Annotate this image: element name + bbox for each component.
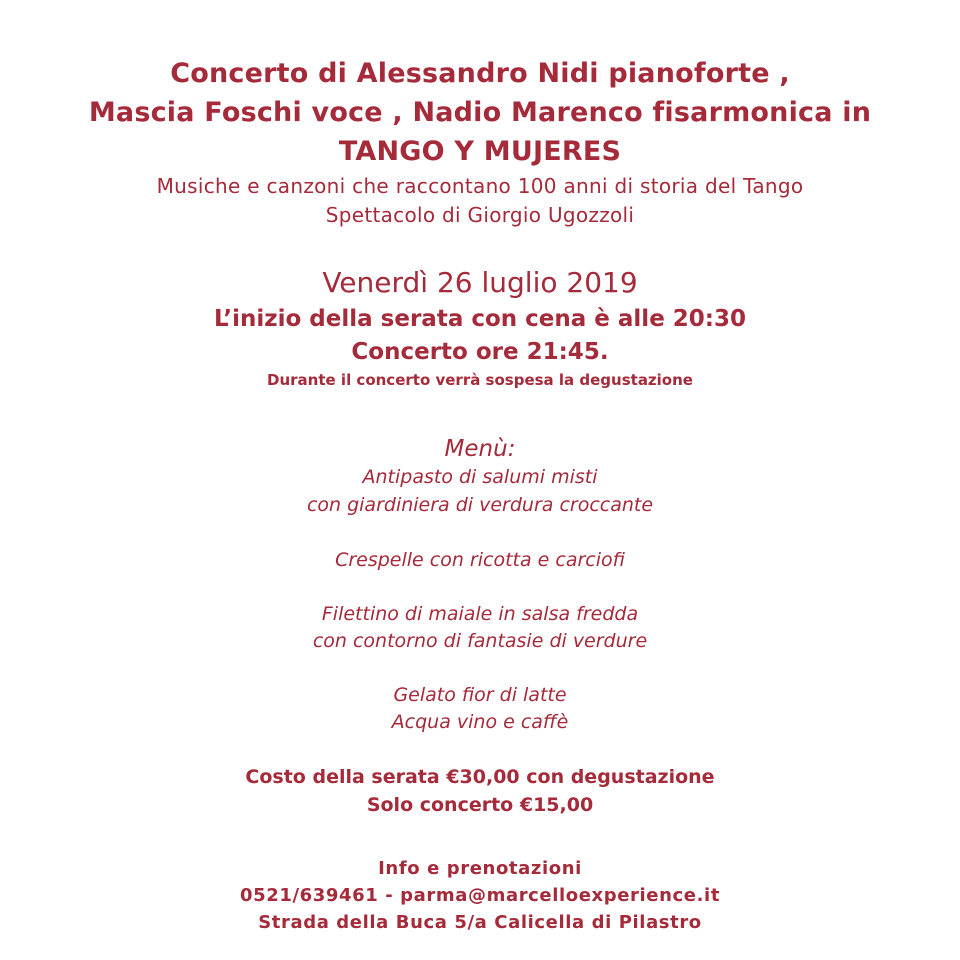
price-full: Costo della serata €30,00 con degustazione	[245, 766, 715, 788]
subtitle-line-2: Spettacolo di Giorgio Ugozzoli	[325, 203, 635, 227]
event-date: Venerdì 26 luglio 2019	[322, 266, 638, 299]
contact-heading: Info e prenotazioni	[378, 858, 582, 879]
concert-time: Concerto ore 21:45.	[351, 339, 609, 365]
show-name: TANGO Y MUJERES	[338, 136, 622, 167]
subtitle-line-1: Musiche e canzoni che raccontano 100 anni di storia del Tango	[156, 174, 804, 198]
menu-item: con giardiniera di verdura croccante	[306, 494, 654, 516]
menu-heading: Menù:	[444, 436, 516, 462]
tasting-note: Durante il concerto verrà sospesa la degustazione	[267, 371, 693, 389]
price-concert-only: Solo concerto €15,00	[366, 794, 594, 816]
contact-phone-email: 0521/639461 - parma@marcelloexperience.it	[239, 885, 721, 906]
title-line-1: Concerto di Alessandro Nidi pianoforte ,	[170, 58, 790, 89]
dinner-start: L’inizio della serata con cena è alle 20:30	[213, 306, 747, 332]
title-line-2: Mascia Foschi voce , Nadio Marenco fisarmonica in	[88, 97, 872, 128]
menu-item: Acqua vino e caffè	[391, 711, 569, 733]
contact-address: Strada della Buca 5/a Calicella di Pilastro	[258, 912, 702, 933]
menu-item: Gelato fior di latte	[393, 684, 567, 706]
menu-item: con contorno di fantasie di verdure	[312, 630, 648, 652]
menu-item: Antipasto di salumi misti	[362, 466, 598, 488]
menu-item: Filettino di maiale in salsa fredda	[321, 603, 639, 625]
menu-item: Crespelle con ricotta e carciofi	[335, 549, 625, 571]
